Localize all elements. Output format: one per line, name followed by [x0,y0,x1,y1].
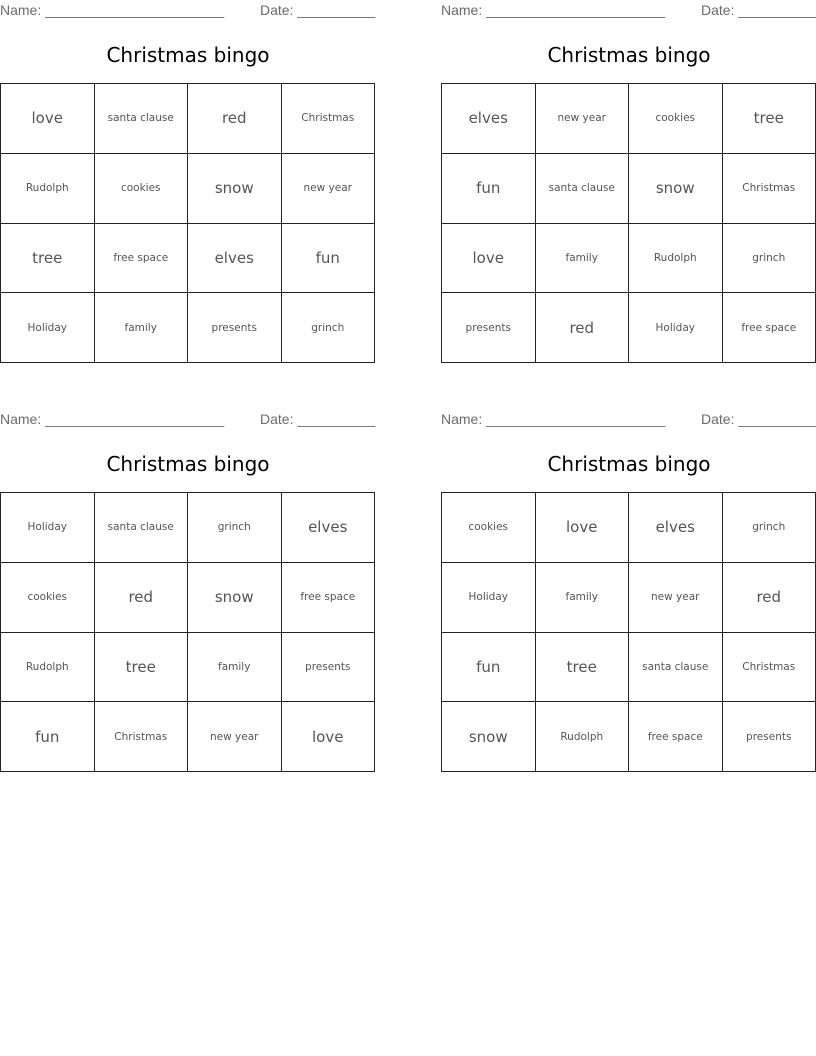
bingo-cell: Holiday [1,293,95,363]
bingo-cell: tree [95,633,189,703]
bingo-cell: Rudolph [536,702,630,772]
bingo-cell: Holiday [1,493,95,563]
bingo-cell: fun [1,702,95,772]
bingo-cell: Christmas [723,154,816,224]
name-line: Name: _______________________ [441,2,666,18]
bingo-cell: family [188,633,282,703]
bingo-cell: free space [629,702,723,772]
bingo-cell: santa clause [629,633,723,703]
bingo-cell: Rudolph [1,633,95,703]
date-line: Date: __________ [260,2,376,18]
bingo-cell: cookies [442,493,536,563]
bingo-cell: elves [442,84,536,154]
bingo-cell: Christmas [723,633,816,703]
bingo-cell: Holiday [442,563,536,633]
bingo-cell: free space [723,293,816,363]
bingo-cell: snow [442,702,536,772]
bingo-cell: grinch [723,493,816,563]
bingo-cell: new year [188,702,282,772]
bingo-cell: elves [188,224,282,294]
bingo-cell: family [536,224,630,294]
bingo-cell: new year [629,563,723,633]
bingo-cell: presents [442,293,536,363]
bingo-cell: Christmas [282,84,376,154]
bingo-cell: red [536,293,630,363]
date-line: Date: __________ [260,411,376,427]
bingo-cell: presents [723,702,816,772]
bingo-cell: grinch [282,293,376,363]
bingo-grid [441,83,816,363]
bingo-cell: red [188,84,282,154]
date-line: Date: __________ [701,411,816,427]
bingo-cell: free space [95,224,189,294]
name-line: Name: _______________________ [0,2,225,18]
bingo-cell: love [282,702,376,772]
bingo-cell: cookies [95,154,189,224]
bingo-card-3 [0,409,376,789]
bingo-cell: Rudolph [1,154,95,224]
bingo-cell: santa clause [536,154,630,224]
bingo-cell: fun [442,633,536,703]
bingo-cell: grinch [188,493,282,563]
bingo-cell: cookies [629,84,723,154]
bingo-cell: snow [188,154,282,224]
bingo-cell: Holiday [629,293,723,363]
bingo-cell: Rudolph [629,224,723,294]
bingo-cell: elves [629,493,723,563]
bingo-cell: tree [723,84,816,154]
card-title: Christmas bingo [547,452,711,476]
bingo-grid [0,492,375,772]
bingo-cell: fun [282,224,376,294]
bingo-cell: new year [282,154,376,224]
card-title: Christmas bingo [106,452,270,476]
bingo-card-4 [441,409,816,789]
name-line: Name: _______________________ [441,411,666,427]
bingo-cell: new year [536,84,630,154]
bingo-cell: tree [1,224,95,294]
bingo-cell: santa clause [95,84,189,154]
bingo-cell: snow [188,563,282,633]
bingo-card-2 [441,0,816,380]
bingo-cell: love [536,493,630,563]
bingo-cell: santa clause [95,493,189,563]
date-line: Date: __________ [701,2,816,18]
bingo-grid [441,492,816,772]
bingo-cell: tree [536,633,630,703]
bingo-cell: love [442,224,536,294]
bingo-cell: red [95,563,189,633]
bingo-cell: family [95,293,189,363]
bingo-cell: presents [188,293,282,363]
bingo-cell: free space [282,563,376,633]
bingo-grid [0,83,375,363]
bingo-cell: snow [629,154,723,224]
bingo-cell: love [1,84,95,154]
bingo-cell: elves [282,493,376,563]
bingo-cell: cookies [1,563,95,633]
card-title: Christmas bingo [547,43,711,67]
bingo-cell: Christmas [95,702,189,772]
card-title: Christmas bingo [106,43,270,67]
bingo-cell: family [536,563,630,633]
bingo-cell: grinch [723,224,816,294]
bingo-cell: fun [442,154,536,224]
bingo-cell: red [723,563,816,633]
name-line: Name: _______________________ [0,411,225,427]
bingo-card-1 [0,0,376,380]
bingo-cell: presents [282,633,376,703]
